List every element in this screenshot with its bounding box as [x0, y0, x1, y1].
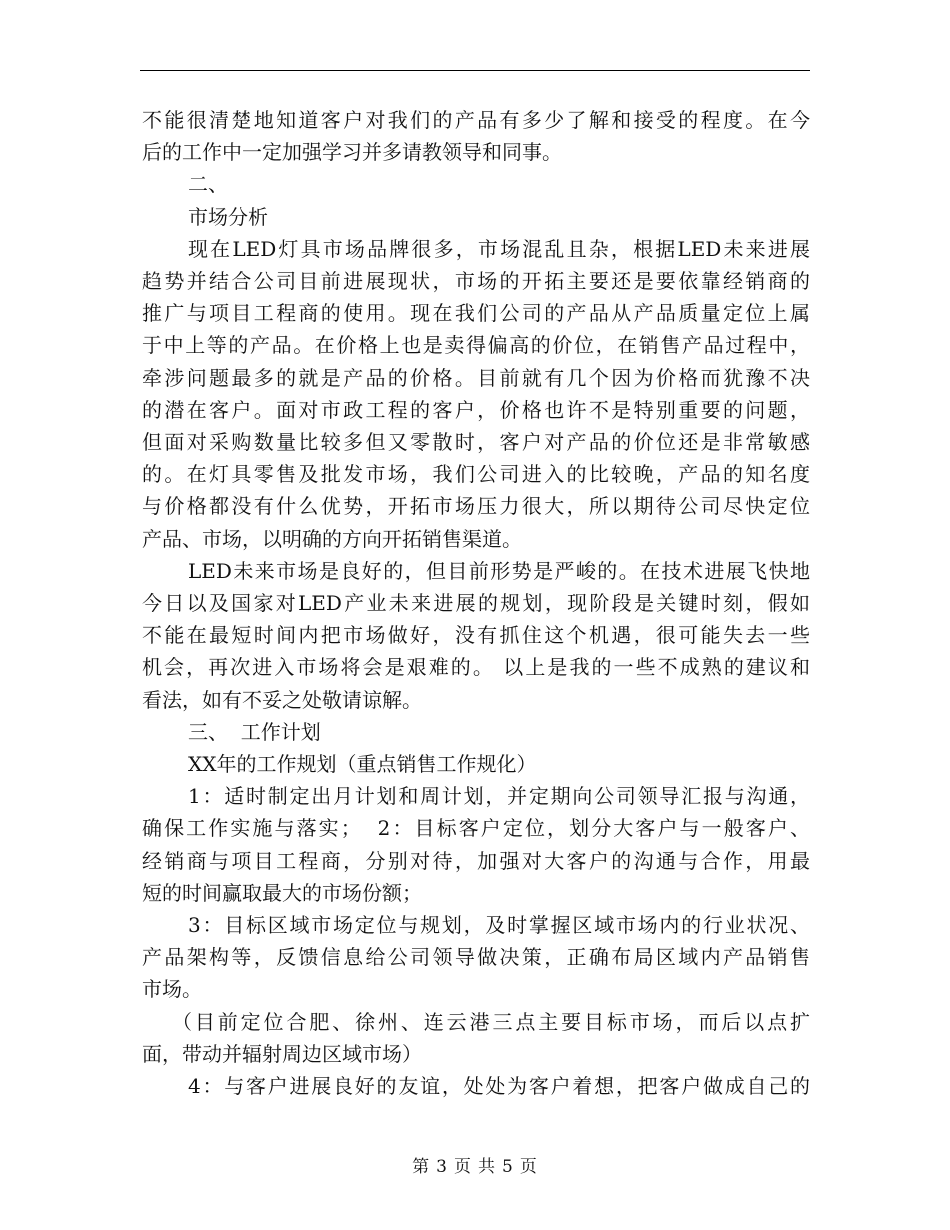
text-line: 今日以及国家对LED产业未来进展的规划，现阶段是关键时刻，假如 — [142, 591, 810, 616]
text-line: 推广与项目工程商的使用。现在我们公司的产品从产品质量定位上属 — [142, 301, 810, 326]
text-line: 4：与客户进展良好的友谊，处处为客户着想，把客户做成自己的 — [188, 1074, 810, 1099]
text-line: XX年的工作规划（重点销售工作规化） — [188, 752, 537, 777]
text-line: 趋势并结合公司目前进展现状，市场的开拓主要还是要依靠经销商的 — [142, 269, 810, 294]
text-line: 于中上等的产品。在价格上也是卖得偏高的价位，在销售产品过程中， — [142, 333, 810, 358]
footer-total-unit: 页 — [519, 1157, 538, 1177]
header-rule — [140, 70, 810, 71]
total-page-count: 5 — [502, 1157, 514, 1177]
footer-total-word: 共 — [478, 1157, 496, 1177]
text-line: 市场。 — [142, 977, 202, 1002]
footer-page-unit: 页 — [454, 1157, 472, 1177]
text-line: 牵涉问题最多的就是产品的价格。目前就有几个因为价格而犹豫不决 — [142, 365, 810, 390]
text-line: 不能很清楚地知道客户对我们的产品有多少了解和接受的程度。在今 — [142, 108, 810, 132]
section-heading: 市场分析 — [188, 204, 268, 229]
text-line: 3：目标区域市场定位与规划，及时掌握区域市场内的行业状况、 — [188, 913, 810, 938]
text-line: 面，带动并辐射周边区域市场） — [142, 1041, 422, 1066]
text-line: 现在LED灯具市场品牌很多，市场混乱且杂，根据LED未来进展 — [188, 236, 810, 261]
footer-prefix: 第 — [412, 1157, 431, 1177]
text-line: LED未来市场是良好的，但目前形势是严峻的。在技术进展飞快地 — [188, 558, 810, 583]
text-line: 产品、市场，以明确的方向开拓销售渠道。 — [142, 526, 522, 551]
text-line: 经销商与项目工程商，分别对待，加强对大客户的沟通与合作，用最 — [142, 848, 810, 873]
current-page-number: 3 — [436, 1157, 448, 1177]
text-line: 的潜在客户。面对市政工程的客户，价格也许不是特别重要的问题， — [142, 397, 810, 422]
text-line: 看法，如有不妥之处敬请谅解。 — [142, 687, 422, 712]
text-line: 与价格都没有什么优势，开拓市场压力很大，所以期待公司尽快定位 — [142, 494, 810, 519]
text-line: 确保工作实施与落实； 2：目标客户定位，划分大客户与一般客户、 — [142, 816, 810, 841]
section-number: 二、 — [188, 172, 228, 197]
text-line: 不能在最短时间内把市场做好，没有抓住这个机遇，很可能失去一些 — [142, 623, 810, 648]
text-line: 但面对采购数量比较多但又零散时，客户对产品的价位还是非常敏感 — [142, 430, 810, 455]
text-line: （目前定位合肥、徐州、连云港三点主要目标市场，而后以点扩 — [172, 1009, 810, 1034]
text-line: 1：适时制定出月计划和周计划，并定期向公司领导汇报与沟通， — [188, 784, 810, 809]
text-line: 机会，再次进入市场将会是艰难的。 以上是我的一些不成熟的建议和 — [142, 655, 810, 680]
document-body — [142, 104, 810, 1102]
text-line: 后的工作中一定加强学习并多请教领导和同事。 — [142, 140, 562, 165]
page-footer — [0, 1152, 950, 1177]
text-line: 短的时间赢取最大的市场份额； — [142, 880, 422, 905]
text-line: 的。在灯具零售及批发市场，我们公司进入的比较晚，产品的知名度 — [142, 462, 810, 487]
section-heading: 三、 工作计划 — [188, 719, 321, 744]
text-line: 产品架构等，反馈信息给公司领导做决策，正确布局区域内产品销售 — [142, 945, 810, 970]
